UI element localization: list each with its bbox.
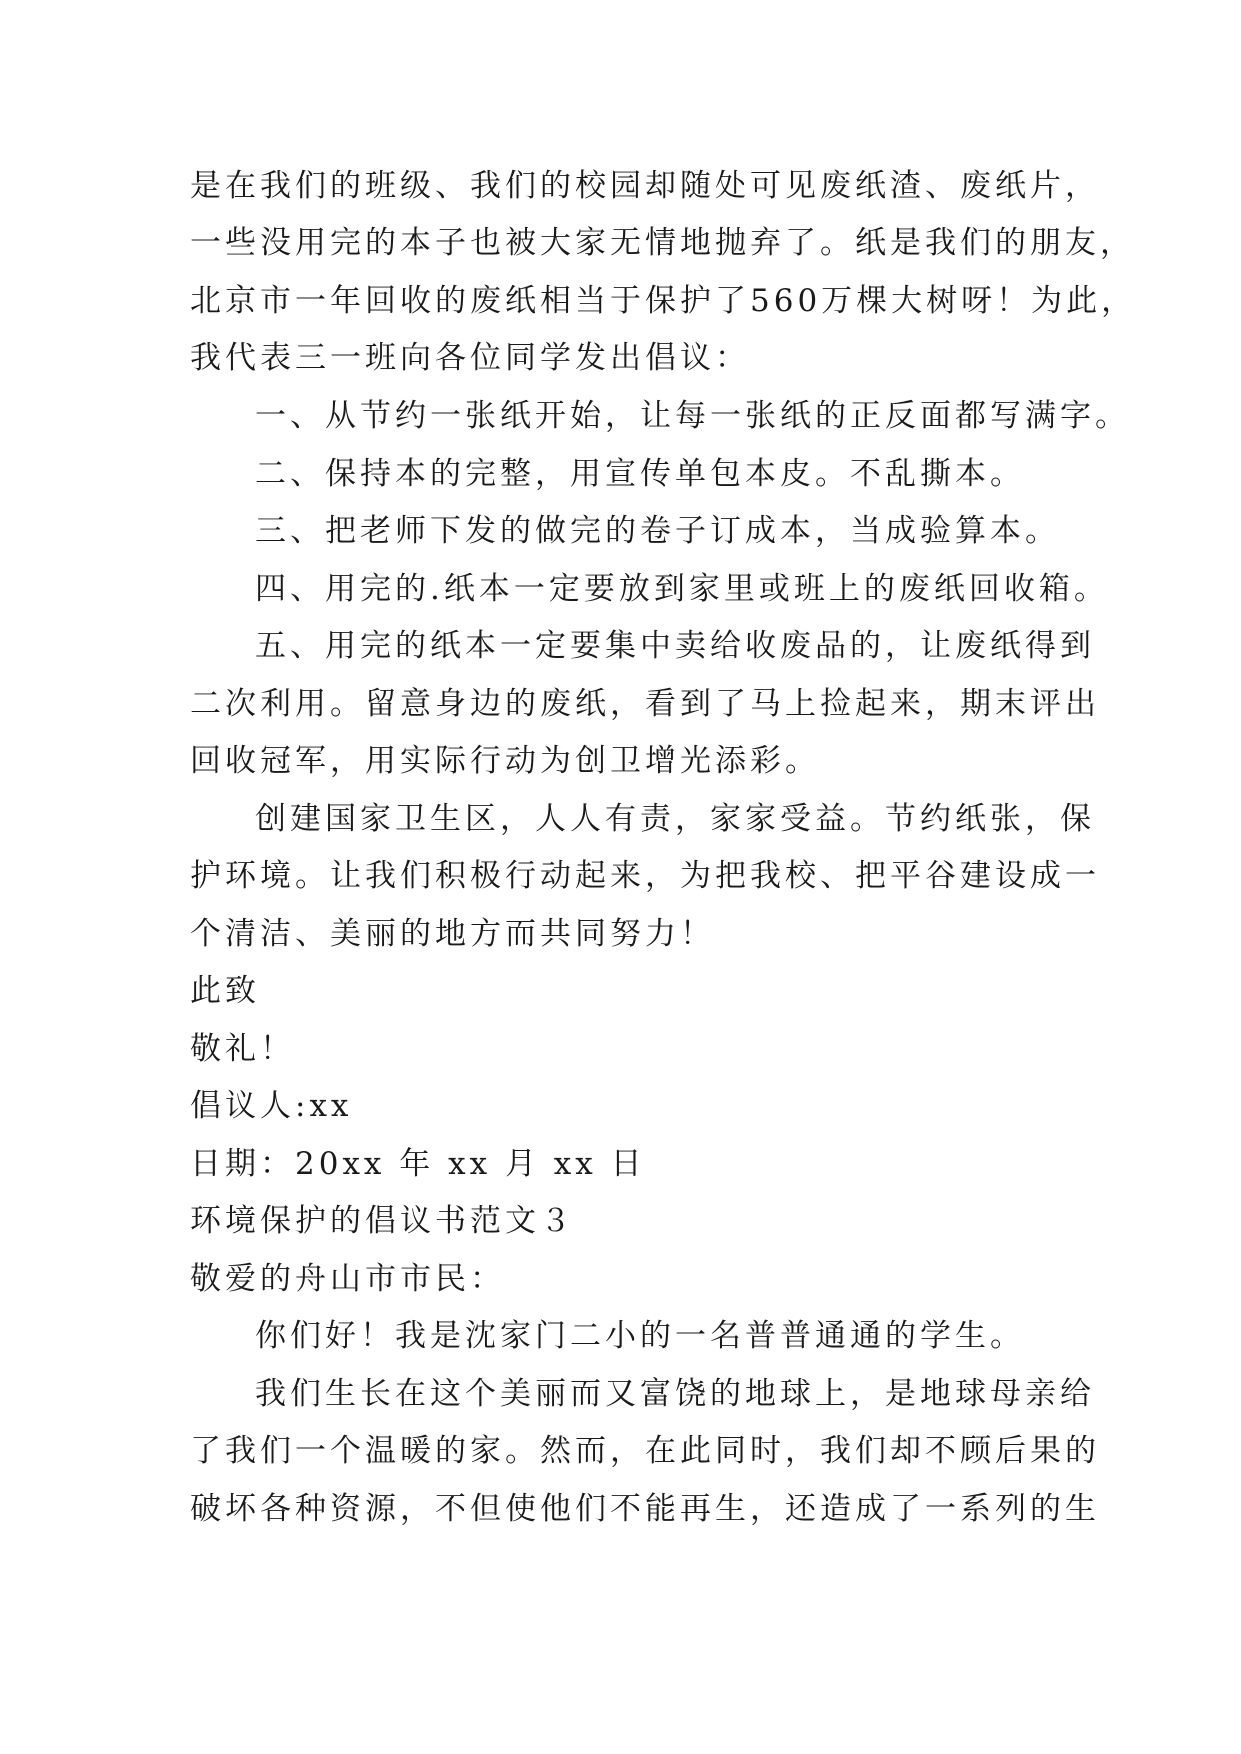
paragraph-line: 创建国家卫生区，人人有责，家家受益。节约纸张，保 (255, 801, 1095, 837)
paragraph-line: 护环境。让我们积极行动起来，为把我校、把平谷建设成一 (190, 858, 1100, 894)
paragraph-line: 是在我们的班级、我们的校园却随处可见废纸渣、废纸片， (190, 168, 1100, 204)
paragraph-line: 你们好！我是沈家门二小的一名普普通通的学生。 (255, 1318, 1025, 1354)
closing-regards: 敬礼！ (190, 1031, 295, 1067)
proposal-item-4: 四、用完的.纸本一定要放到家里或班上的废纸回收箱。 (255, 571, 1109, 607)
paragraph-line: 我代表三一班向各位同学发出倡议： (190, 340, 750, 376)
closing-salutation: 此致 (190, 973, 260, 1009)
proposal-item-1: 一、从节约一张纸开始，让每一张纸的正反面都写满字。 (255, 398, 1130, 434)
proposer: 倡议人:xx (190, 1088, 353, 1124)
paragraph-line: 了我们一个温暖的家。然而，在此同时，我们却不顾后果的 (190, 1433, 1100, 1469)
paragraph-line: 二次利用。留意身边的废纸，看到了马上捡起来，期末评出 (190, 686, 1100, 722)
section-title: 环境保护的倡议书范文３ (190, 1203, 575, 1239)
paragraph-line: 回收冠军，用实际行动为创卫增光添彩。 (190, 743, 820, 779)
proposal-item-2: 二、保持本的完整，用宣传单包本皮。不乱撕本。 (255, 456, 1025, 492)
date: 日期：20xx 年 xx 月 xx 日 (190, 1146, 646, 1182)
paragraph-line: 个清洁、美丽的地方而共同努力！ (190, 916, 715, 952)
proposal-item-5: 五、用完的纸本一定要集中卖给收废品的，让废纸得到 (255, 628, 1095, 664)
greeting: 敬爱的舟山市市民： (190, 1261, 505, 1297)
paragraph-line: 北京市一年回收的废纸相当于保护了560万棵大树呀！为此， (190, 283, 1137, 319)
paragraph-line: 我们生长在这个美丽而又富饶的地球上，是地球母亲给 (255, 1376, 1095, 1412)
paragraph-line: 一些没用完的本子也被大家无情地抛弃了。纸是我们的朋友， (190, 225, 1135, 261)
proposal-item-3: 三、把老师下发的做完的卷子订成本，当成验算本。 (255, 513, 1060, 549)
paragraph-line: 破坏各种资源，不但使他们不能再生，还造成了一系列的生 (190, 1491, 1100, 1527)
